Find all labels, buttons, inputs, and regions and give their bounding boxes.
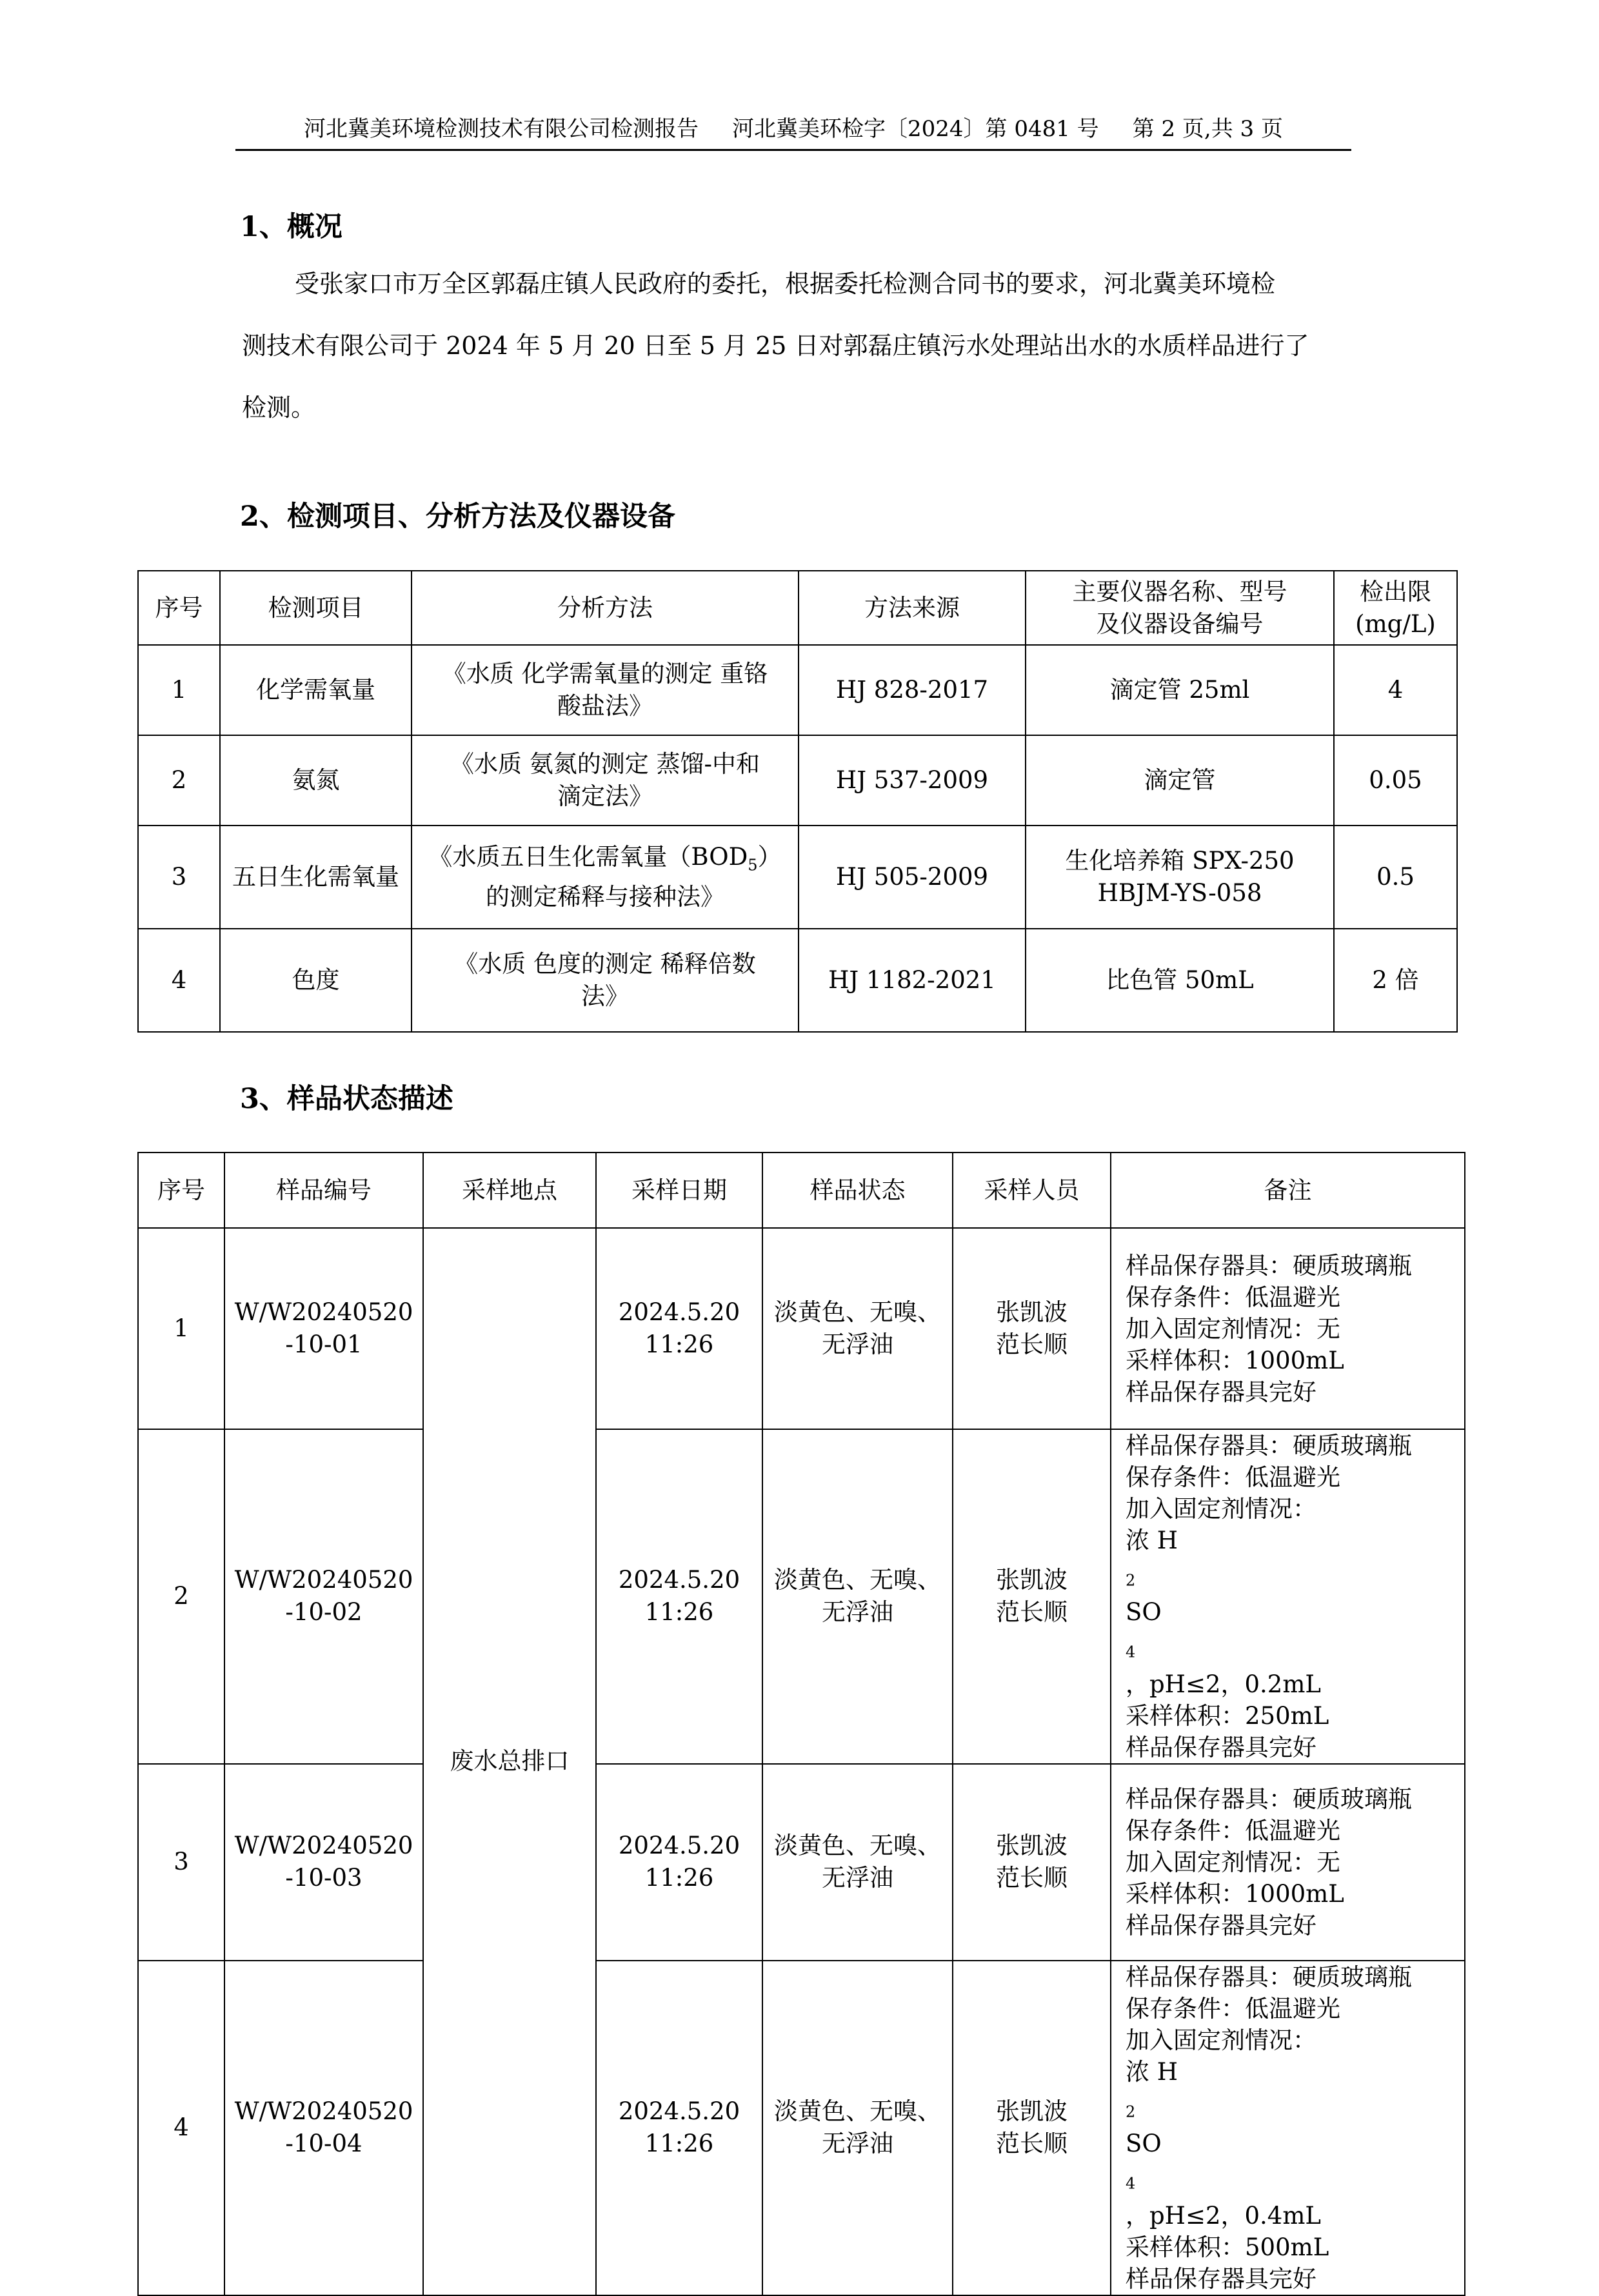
overview-line-3: 检测。 [242, 393, 316, 422]
col-header-state: 样品状态 [762, 1153, 953, 1228]
methods-table-header [138, 571, 1457, 645]
method-line: 的测定稀释与接种法》 [486, 883, 724, 911]
acid-text: 浓 H [1126, 2057, 1178, 2086]
fixative-amount: ，pH≤2，0.4mL [1126, 2201, 1321, 2230]
sampling-location: 废水总排口 [423, 1228, 596, 2295]
col-header-date: 采样日期 [596, 1153, 762, 1228]
col-header-notes: 备注 [1111, 1153, 1465, 1228]
sample-notes [1111, 1961, 1465, 2295]
sample-staff [953, 1228, 1111, 1429]
note-fixative: 加入固定剂情况： [1126, 1495, 1316, 1523]
row-method [412, 735, 799, 826]
sample-id-line: W/W20240520 [234, 2097, 413, 2126]
col-header-instrument-line1: 主要仪器名称、型号 [1072, 577, 1287, 606]
sample-id [224, 1961, 423, 2295]
date-line: 2024.5.20 [618, 1298, 740, 1326]
method-line [416, 841, 794, 881]
col-header-limit-line1: 检出限 [1360, 577, 1431, 606]
sample-id-line: W/W20240520 [234, 1566, 413, 1594]
sample-state [762, 1228, 953, 1429]
row-method [412, 929, 799, 1032]
table-row [138, 1228, 1465, 1429]
sample-date [596, 1961, 762, 2295]
state-line: 淡黄色、无嗅、 [774, 1298, 941, 1326]
methods-table [137, 570, 1458, 1033]
sample-staff [953, 1764, 1111, 1961]
table-row [138, 735, 1457, 826]
note-condition: 保存条件：低温避光 [1126, 1994, 1340, 2023]
sample-id [224, 1429, 423, 1764]
state-line: 无浮油 [822, 2130, 893, 2158]
state-line: 无浮油 [822, 1598, 893, 1627]
col-header-sample-id: 样品编号 [224, 1153, 423, 1228]
row-item: 五日生化需氧量 [220, 826, 412, 929]
sample-no: 4 [138, 1961, 224, 2295]
acid-text: SO [1126, 2130, 1162, 2158]
sample-staff [953, 1961, 1111, 2295]
method-line: 滴定法》 [557, 782, 653, 810]
row-item: 色度 [220, 929, 412, 1032]
time-line: 11:26 [644, 1598, 714, 1627]
sample-id-line: -10-01 [285, 1331, 363, 1358]
table-row [138, 929, 1457, 1032]
state-line: 淡黄色、无嗅、 [774, 1832, 941, 1860]
time-line: 11:26 [644, 2130, 714, 2158]
state-line: 无浮油 [822, 1331, 893, 1358]
note-fixative-detail [1126, 2056, 1460, 2232]
acid-text: 浓 H [1126, 1527, 1178, 1554]
staff-name: 范长顺 [996, 1598, 1068, 1627]
row-limit: 0.5 [1334, 826, 1457, 929]
col-header-staff: 采样人员 [953, 1153, 1111, 1228]
state-line: 淡黄色、无嗅、 [774, 2097, 941, 2126]
col-header-item: 检测项目 [220, 571, 412, 645]
row-no: 3 [138, 826, 220, 929]
col-header-method: 分析方法 [412, 571, 799, 645]
table-row [138, 645, 1457, 735]
acid-text: SO [1126, 1598, 1162, 1627]
note-volume: 采样体积：500mL [1126, 2233, 1329, 2261]
staff-name: 范长顺 [996, 1331, 1068, 1358]
note-intact: 样品保存器具完好 [1126, 1733, 1316, 1761]
row-method [412, 826, 799, 929]
method-line: 法》 [581, 982, 629, 1010]
overview-line-2: 测技术有限公司于 2024 年 5 月 20 日至 5 月 25 日对郭磊庄镇污水处理站出水的水质样品进行了 [242, 332, 1309, 360]
row-source: HJ 1182-2021 [799, 929, 1026, 1032]
note-container: 样品保存器具：硬质玻璃瓶 [1126, 1432, 1412, 1460]
table-row [138, 1961, 1465, 2295]
acid-subscript: 4 [1126, 1643, 1136, 1661]
sample-date [596, 1429, 762, 1764]
col-header-no: 序号 [138, 571, 220, 645]
row-limit: 2 倍 [1334, 929, 1457, 1032]
sample-id-line: -10-02 [285, 1598, 363, 1627]
row-limit: 4 [1334, 645, 1457, 735]
sample-id-line: -10-03 [285, 1864, 363, 1892]
sample-no: 2 [138, 1429, 224, 1764]
method-line: 《水质 色度的测定 稀释倍数 [454, 950, 756, 978]
page-header [235, 111, 1351, 151]
method-line: 酸盐法》 [557, 692, 653, 720]
date-line: 2024.5.20 [618, 1566, 740, 1594]
row-instrument [1026, 826, 1334, 929]
table-row [138, 826, 1457, 929]
method-text: ） [757, 842, 782, 871]
page-info: 第 2 页,共 3 页 [1132, 116, 1283, 142]
sample-id [224, 1228, 423, 1429]
row-source: HJ 537-2009 [799, 735, 1026, 826]
sample-notes [1111, 1228, 1465, 1429]
row-instrument: 滴定管 [1026, 735, 1334, 826]
method-subscript: 5 [748, 856, 758, 875]
row-limit: 0.05 [1334, 735, 1457, 826]
col-header-no: 序号 [138, 1153, 224, 1228]
date-line: 2024.5.20 [618, 1832, 740, 1860]
acid-subscript: 4 [1126, 2174, 1136, 2193]
row-source: HJ 505-2009 [799, 826, 1026, 929]
col-header-location: 采样地点 [423, 1153, 596, 1228]
sample-no: 1 [138, 1228, 224, 1429]
staff-name: 张凯波 [996, 1298, 1068, 1326]
sample-state [762, 1764, 953, 1961]
sample-id-line: W/W20240520 [234, 1832, 413, 1860]
note-condition: 保存条件：低温避光 [1126, 1283, 1340, 1311]
note-fixative-detail [1126, 1525, 1460, 1700]
staff-name: 张凯波 [996, 2097, 1068, 2126]
section3-title: 3、样品状态描述 [240, 1083, 453, 1115]
note-volume: 采样体积：1000mL [1126, 1346, 1344, 1374]
company-report-title: 河北冀美环境检测技术有限公司检测报告 [304, 116, 699, 142]
sample-table-header [138, 1153, 1465, 1228]
table-row [138, 1429, 1465, 1764]
sample-notes [1111, 1429, 1465, 1764]
note-condition: 保存条件：低温避光 [1126, 1463, 1340, 1491]
staff-name: 张凯波 [996, 1832, 1068, 1860]
note-container: 样品保存器具：硬质玻璃瓶 [1126, 1251, 1412, 1280]
row-instrument: 比色管 50mL [1026, 929, 1334, 1032]
method-text: 《水质五日生化需氧量（BOD [428, 842, 748, 871]
note-intact: 样品保存器具完好 [1126, 1911, 1316, 1939]
row-no: 1 [138, 645, 220, 735]
method-line: 《水质 氨氮的测定 蒸馏-中和 [450, 750, 760, 778]
note-container: 样品保存器具：硬质玻璃瓶 [1126, 1785, 1412, 1813]
table-row [138, 1764, 1465, 1961]
state-line: 淡黄色、无嗅、 [774, 1566, 941, 1594]
state-line: 无浮油 [822, 1864, 893, 1892]
note-volume: 采样体积：1000mL [1126, 1879, 1344, 1908]
date-line: 2024.5.20 [618, 2097, 740, 2126]
staff-name: 范长顺 [996, 2130, 1068, 2158]
note-container: 样品保存器具：硬质玻璃瓶 [1126, 1963, 1412, 1991]
sample-date [596, 1228, 762, 1429]
sample-id [224, 1764, 423, 1961]
acid-subscript: 2 [1126, 2103, 1136, 2121]
row-source: HJ 828-2017 [799, 645, 1026, 735]
note-intact: 样品保存器具完好 [1126, 2264, 1316, 2293]
overview-paragraph [242, 253, 1338, 439]
fixative-amount: ，pH≤2，0.2mL [1126, 1670, 1321, 1698]
staff-name: 张凯波 [996, 1566, 1068, 1594]
section2-title: 2、检测项目、分析方法及仪器设备 [240, 500, 675, 533]
sample-table [137, 1152, 1465, 2296]
overview-line-1: 受张家口市万全区郭磊庄镇人民政府的委托，根据委托检测合同书的要求，河北冀美环境检 [295, 270, 1276, 298]
sample-no: 3 [138, 1764, 224, 1961]
col-header-limit [1334, 571, 1457, 645]
section1-title: 1、概况 [240, 211, 343, 243]
col-header-source: 方法来源 [799, 571, 1026, 645]
instrument-line: HBJM-YS-058 [1097, 879, 1262, 907]
method-line: 《水质 化学需氧量的测定 重铬 [442, 660, 768, 688]
sample-staff [953, 1429, 1111, 1764]
note-intact: 样品保存器具完好 [1126, 1378, 1316, 1406]
row-no: 2 [138, 735, 220, 826]
col-header-instrument-line2: 及仪器设备编号 [1096, 609, 1264, 638]
time-line: 11:26 [644, 1331, 714, 1358]
note-fixative: 加入固定剂情况： [1126, 2026, 1316, 2054]
note-condition: 保存条件：低温避光 [1126, 1816, 1340, 1845]
row-item: 氨氮 [220, 735, 412, 826]
staff-name: 范长顺 [996, 1864, 1068, 1892]
row-method [412, 645, 799, 735]
sample-notes [1111, 1764, 1465, 1961]
col-header-instrument [1026, 571, 1334, 645]
sample-id-line: W/W20240520 [234, 1298, 413, 1326]
instrument-line: 生化培养箱 SPX-250 [1065, 847, 1295, 875]
row-item: 化学需氧量 [220, 645, 412, 735]
time-line: 11:26 [644, 1864, 714, 1892]
sample-state [762, 1429, 953, 1764]
note-volume: 采样体积：250mL [1126, 1701, 1329, 1730]
acid-subscript: 2 [1126, 1571, 1136, 1590]
sample-id-line: -10-04 [285, 2130, 363, 2158]
report-number: 河北冀美环检字〔2024〕第 0481 号 [732, 116, 1099, 142]
sample-state [762, 1961, 953, 2295]
note-fixative: 加入固定剂情况：无 [1126, 1314, 1340, 1343]
row-instrument: 滴定管 25ml [1026, 645, 1334, 735]
row-no: 4 [138, 929, 220, 1032]
note-fixative: 加入固定剂情况：无 [1126, 1848, 1340, 1876]
sample-date [596, 1764, 762, 1961]
col-header-limit-line2: (mg/L) [1355, 609, 1436, 638]
